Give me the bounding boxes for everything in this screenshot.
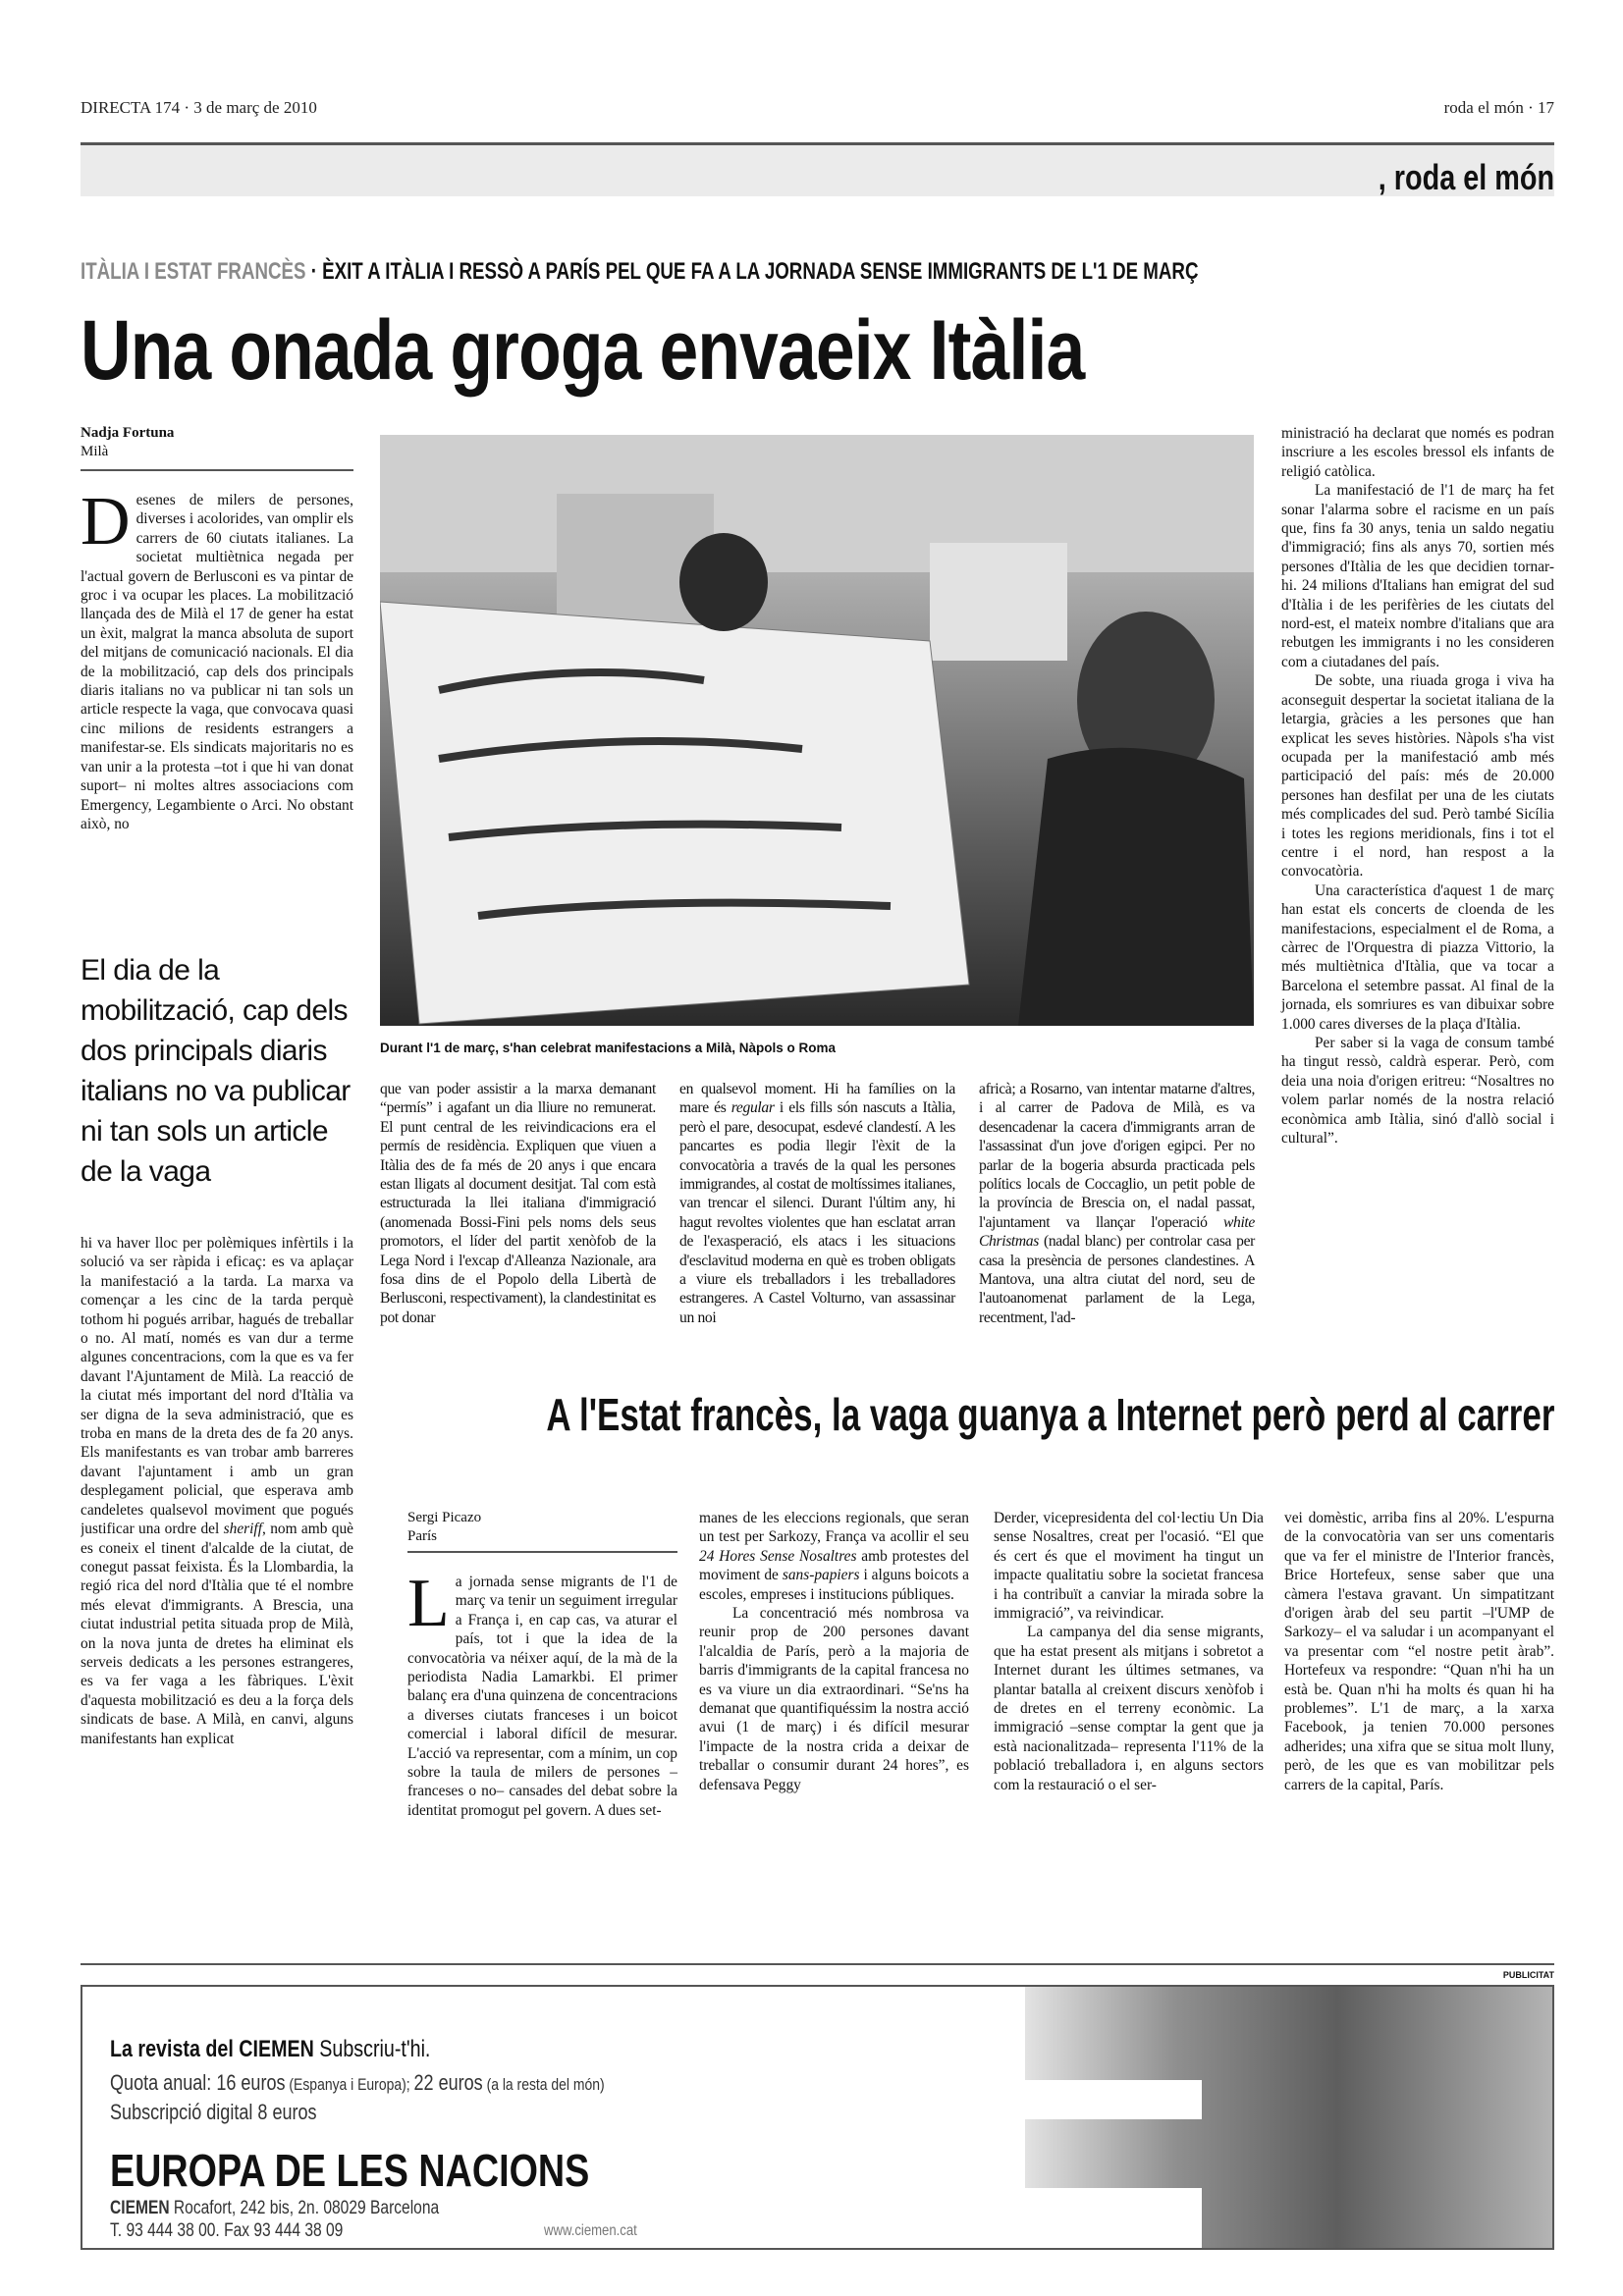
italic-term: white Christmas [979,1213,1255,1251]
paragraph: hi va haver lloc per polèmiques infèrtils i la solució va ser ràpida i eficaç: es va aplaçar la manifestació a la tarda. La marxa va començar a les cinc de la tarda perquè tothom hi pogués arribar, hagués de treballar o no. Al matí, només es van dur a terme algunes concentracions, com la que es va fer davant l'Ajuntament de Milà. La reacció de la ciutat més important del nord d'Itàlia va ser digna de la seva administració, que es troba en mans de la dreta des de fa 20 anys. Els manifestants es van trobar amb barreres davant l'ajuntament i amb un gran desplegament policial, que esperava amb candeletes qualsevol moviment que pogués justificar una ordre del sheriff, nom amb què es coneix el tinent d'alcalde de la ciutat, de conegut passat feixista. És la Llombardia, la regió rica del nord d'Itàlia que té el nombre més elevat d'immigrants. A Brescia, una ciutat industrial petita situada prop de Milà, on la nova junta de dretes ha eliminat els serveis dedicats a les persones estrangeres, es va fer vaga a les fàbriques. L'èxit d'aquesta mobilització es deu a la força dels sindicats de base. A Milà, en canvi, alguns manifestants han explicat [81,1235,353,1747]
ad-quota [110,2070,605,2096]
paragraph: ministració ha declarat que només es podran inscriure a les escoles bressol els infants de religió catòlica. [1281,425,1554,480]
article-headline: Una onada groga envaeix Itàlia [81,303,1085,398]
article-column [994,1509,1264,1794]
protest-photo [380,435,1254,1026]
paragraph: Una característica d'aquest 1 de març han estat els concerts de cloenda de les manifestacions, especialment el de Roma, a càrrec de l'Orquestra di piazza Vittorio, la més multiètnica d'Itàlia, que va tocar a Barcelona el setembre passat. Al final de la jornada, els somriures es van dibuixar sobre 1.000 cares diverses de la plaça d'Itàlia. [1281,881,1554,1033]
article-column [1284,1509,1554,1794]
byline-rule [81,469,353,471]
ad-org-name: CIEMEN [110,2198,170,2218]
ad-subscribe-text: Subscriu-t'hi. [313,2036,431,2062]
kicker-text: · ÈXIT A ITÀLIA I RESSÒ A PARÍS PEL QUE FA A LA JORNADA SENSE IMMIGRANTS DE L'1 DE MARÇ [305,258,1199,285]
paragraph: De sobte, una riuada groga i viva ha aconseguit despertar la societat italiana de la letargia, gràcies a les persones que han explicat les seves històries. Nàpols s'ha vist ocupada per la manifestació amb més participació del país: més de 20.000 persones han desfilat per una de les ciutats més complicades del sud. Però també Sicília i totes les regions meridionals, fins i tot el centre i el nord, han respost a la convocatòria. [1281,672,1554,881]
ad-quota-2: 22 euros [413,2070,483,2095]
photo-caption: Durant l'1 de març, s'han celebrat manifestacions a Milà, Nàpols o Roma [380,1041,837,1055]
ad-digital: Subscripció digital 8 euros [110,2100,317,2124]
ad-quota-1: Quota anual: 16 euros [110,2070,286,2095]
ad-phone: T. 93 444 38 00. Fax 93 444 38 09 [110,2220,344,2241]
article-column [407,1566,677,1820]
paragraph: que van poder assistir a la marxa demanant “permís” i agafant un dia lliure no remunerat. El punt central de les reivindicacions era el permís de residència. Expliquen que viuen a Itàlia des de fa més de 20 anys i que encara estan lligats al document desitjat. Tal com està estructurada la llei italiana d'immigració (anomenada Bossi-Fini pels noms dels seus promotors, el líder del partit xenòfob de la Lega Nord i l'excap d'Alleanza Nazionale, ara fosa dins de el Popolo della Libertà de Berlusconi, respectivament), la clandestinitat es pot donar [380,1081,656,1326]
author-location: Milà [81,444,109,459]
ad-magazine-name: La revista del CIEMEN [110,2036,314,2062]
ciemen-advertisement[interactable] [81,1985,1554,2250]
article-kicker [81,258,1198,286]
byline-rule [407,1551,677,1553]
author-location: París [407,1528,437,1544]
paragraph: manes de les eleccions regionals, que seran un test per Sarkozy, França va acollir el seu 24 Hores Sense Nosaltres amb protestes del moviment de sans-papiers i alguns boicots a escoles, empreses i institucions públiques. [699,1510,970,1603]
italic-term: sheriff [223,1521,262,1538]
drop-cap: D [81,491,131,560]
paragraph: a jornada sense migrants de l'1 de març va tenir un seguiment irregular a França i, en cap cas, va aturar el país, tot i que la idea de la convocatòria va néixer aquí, de la mà de la periodista Nadia Lamarkbi. El primer balanç era d'una quinzena de concentracions a diverses ciutats franceses i un boicot comercial i laboral difícil de mesurar. L'acció va representar, com a mínim, un cop sobre la taula de milers de persones –franceses o no– cansades del debat sobre la identitat promogut pel govern. A dues set- [407,1574,677,1819]
ad-children-photo [1015,1987,1552,2248]
article-column [81,491,353,928]
kicker-topic: ITÀLIA I ESTAT FRANCÈS [81,258,306,285]
author-name: Sergi Picazo [407,1510,482,1525]
ad-street: Rocafort, 242 bis, 2n. 08029 Barcelona [169,2198,440,2218]
article-column [380,1080,656,1327]
author-name: Nadja Fortuna [81,425,175,441]
paragraph: africà; a Rosarno, van intentar matarne d'altres, i al carrer de Padova de Milà, es va desencadenar la cacera d'immigrants arran de l'assassinat d'un jove d'origen egipci. Per no parlar de la bogeria absurda practicada pels polítics locals de Coccaglio, un petit poble de la província de Brescia on, el nadal passat, l'ajuntament va llançar l'operació white Christmas (nadal blanc) per controlar casa per casa la presència de persones clandestines. A Mantova, una altra ciutat del nord, seu de l'autoanomenat parlament de la Lega, recentment, l'ad- [979,1081,1255,1326]
section-title: , roda el món [1378,157,1554,197]
drop-cap: L [407,1566,450,1641]
protest-photo-illustration [380,435,1254,1026]
ad-title: EUROPA DE LES NACIONS [110,2145,590,2196]
article-column [679,1080,955,1327]
article-column [699,1509,969,1794]
ad-address [110,2198,439,2219]
italic-term: sans-papiers [782,1567,860,1584]
byline [407,1509,677,1546]
article-column [979,1080,1255,1327]
article-column [1281,424,1554,1148]
page-section-folio: roda el món · 17 [1443,98,1554,117]
paragraph: vei domèstic, arriba fins al 20%. L'espurna de la convocatòria van ser uns comentaris que va fer el ministre de l'Interior francès, Brice Hortefeux, sense saber que una càmera l'estava gravant. Un simpatitzant d'origen àrab del seu partit –l'UMP de Sarkozy– el va saludar i un acompanyant el va presentar com “el nostre petit àrab”. Hortefeux va respondre: “Quan n'hi ha un està be. Quan n'hi ha molts és quan hi ha problemes”. L'1 de març, a la xarxa Facebook, ja tenien 70.000 persones adherides; una xifra que se situa molt lluny, però, de les que es van mobilitzar pels carrers de la capital, París. [1284,1510,1554,1793]
pull-quote: El dia de la mobilització, cap dels dos principals diaris italians no va publicar ni tan sols un article de la vaga [81,954,351,1188]
paragraph: La manifestació de l'1 de març ha fet sonar l'alarma sobre el racisme en un país que, fins fa 30 anys, tenia un saldo negatiu d'immigració; fins als anys 70, sortien més persones d'Itàlia de les que decidien tornar-hi. 24 milions d'Italians han emigrat del sud d'Itàlia i de les perifèries de les ciutats del nord-est, el mateix nombre d'italians que ara rebutgen les immigrants i no les consideren com a ciutadanes del país. [1281,482,1554,670]
ad-quota-note-1: (Espanya i Europa); [285,2075,414,2094]
article-headline: A l'Estat francès, la vaga guanya a Internet però perd al carrer [545,1389,1554,1440]
ad-website-link[interactable]: www.ciemen.cat [544,2222,637,2239]
ad-separator-rule [81,1963,1554,1965]
paragraph: esenes de milers de persones, diverses i acolorides, van omplir els carrers de 60 ciutats italianes. La societat multiètnica negada per l'actual govern de Berlusconi es va pintar de groc i va ocupar les places. La mobilització llançada des de Milà el 17 de gener ha estat un èxit, malgrat la manca absoluta de suport del mitjans de comunicació nacionals. El dia de la mobilització, cap dels dos principals diaris italians no va publicar ni tan sols un article respecte la vaga, que convocava quasi cinc milions de residents estrangers a manifestar-se. Els sindicats majoritaris no es van unir a la protesta –tot i que hi van donat suport– ni moltes altres associacions com Emergency, Legambiente o Arci. No obstant això, no [81,492,353,832]
paragraph: La campanya del dia sense migrants, que ha estat present als mitjans i sobretot a Internet durant les últimes setmanes, va plantar batalla al creixent discurs xenòfob i de dretes en el terreny econòmic. La immigració –sense comptar la gent que ja està nacionalitzada– representa l'11% de la població treballadora i, en alguns sectors com la restauració o el ser- [994,1624,1264,1793]
ad-tagline [110,2036,430,2063]
ad-quota-note-2: (a la resta del món) [482,2075,605,2094]
paragraph: Per saber si la vaga de consum també ha tingut ressò, caldrà esperar. Però, com deia una noia d'origen eritreu: “Nosaltres no volem parlar només de la nostra relació econòmica amb Itàlia, sinó d'allò social i cultural”. [1281,1035,1554,1148]
section-band [81,145,1554,196]
paragraph: La concentració més nombrosa va reunir prop de 200 persones davant l'alcaldia de París, però a la majoria de barris d'immigrants de la capital francesa no es va viure un dia extraordinari. “Se'ns ha demanat que quantifiquéssim la nostra acció avui (1 de març) i és difícil mesurar l'impacte de la nostra crida a deixar de treballar o consumir durant 24 hores”, es defensava Peggy [699,1605,969,1793]
italic-term: 24 Hores Sense Nosaltres [699,1547,857,1565]
italic-term: regular [730,1099,775,1117]
byline [81,424,353,461]
paragraph: en qualsevol moment. Hi ha famílies on la mare és regular i els fills són nascuts a Itàlia, però el pare, desocupat, esdevé clandestí. A les pancartes es podia llegir l'èxit de la convocatòria a través de la qual les persones immigrandes, al costat de moltíssimes italianes, van trencar el silenci. Durant l'últim any, hi hagut revoltes violentes que han esclatat arran de l'exasperació, els atacs i les situacions d'esclavitud moderna en què es troben obligats a viure els treballadors i les treballadores estrangeres. A Castel Volturno, van assassinar un noi [679,1081,955,1326]
article-column [81,1234,353,1950]
advertising-label: PUBLICITAT [1502,1970,1554,1980]
paragraph: Derder, vicepresidenta del col·lectiu Un Dia sense Nosaltres, creat per l'ocasió. “El que és cert és que el moviment ha tingut un impacte qualitatiu sobre la societat francesa i ha contribuït a canviar la mirada sobre la immigració”, va reivindicar. [994,1510,1264,1623]
issue-date-folio: DIRECTA 174 · 3 de març de 2010 [81,98,317,117]
